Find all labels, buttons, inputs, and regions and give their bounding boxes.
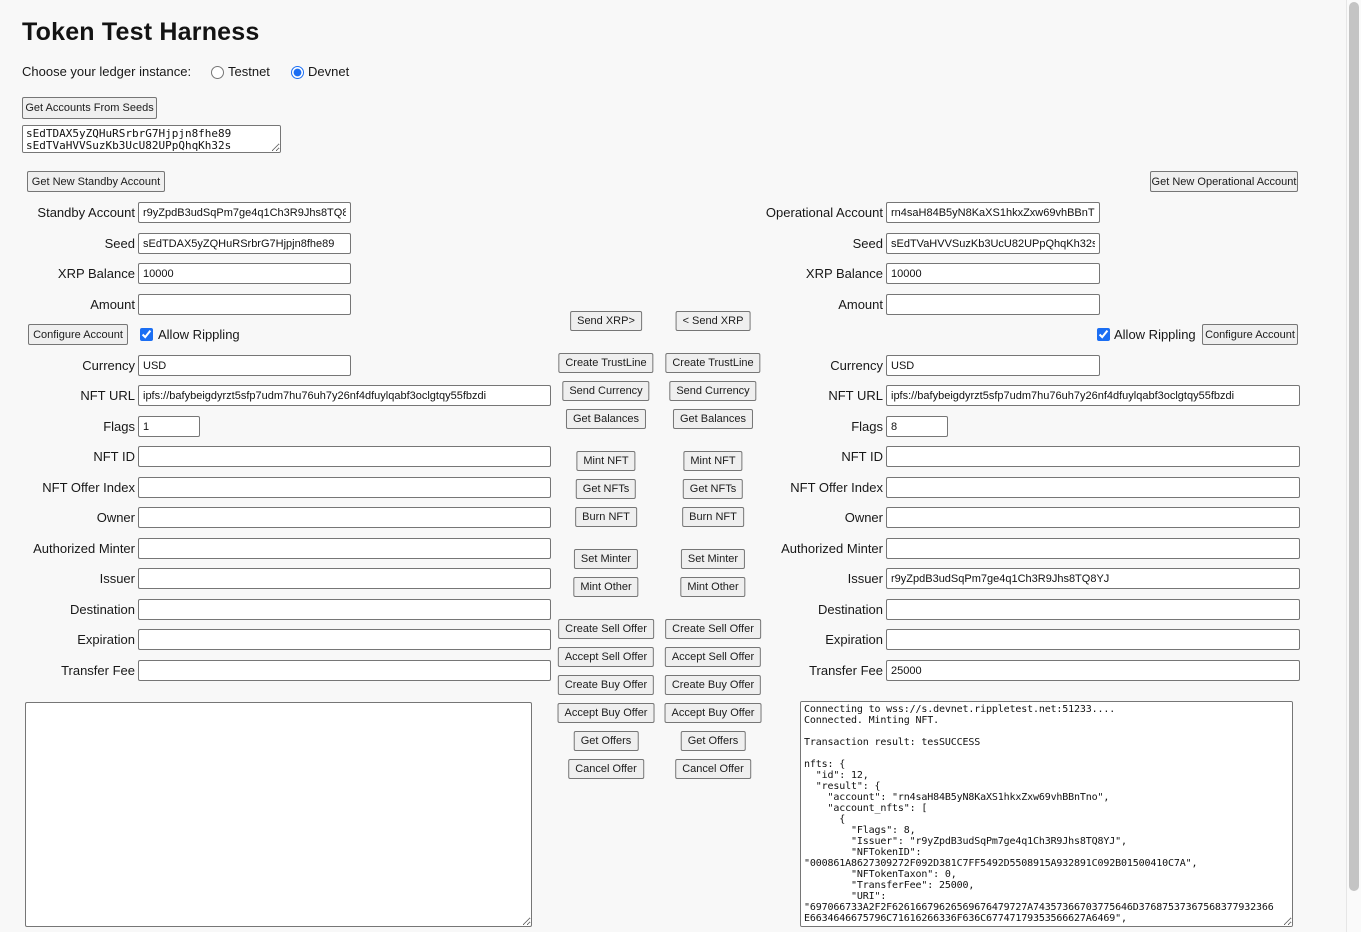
operational-xrp-balance-input[interactable] [886,263,1100,284]
standby-account-input[interactable] [138,202,351,223]
standby-get-balances-button[interactable]: Get Balances [566,409,646,429]
standby-results-textarea[interactable] [25,702,532,927]
operational-currency-input[interactable] [886,355,1100,376]
operational-create-buy-offer-button[interactable]: Create Buy Offer [665,675,761,695]
standby-transfer-fee-input[interactable] [138,660,551,681]
standby-amount-label: Amount [90,297,135,312]
operational-amount-label: Amount [838,297,883,312]
standby-flags-input[interactable] [138,416,200,437]
operational-amount-input[interactable] [886,294,1100,315]
testnet-radio[interactable] [211,66,224,79]
operational-cancel-offer-button[interactable]: Cancel Offer [675,759,751,779]
operational-send-currency-button[interactable]: Send Currency [669,381,756,401]
operational-nft-offer-index-input[interactable] [886,477,1300,498]
standby-nft-offer-index-label: NFT Offer Index [42,480,135,495]
operational-xrp-balance-label: XRP Balance [805,266,883,281]
operational-transfer-fee-label: Transfer Fee [809,663,883,678]
standby-issuer-input[interactable] [138,568,551,589]
standby-destination-input[interactable] [138,599,551,620]
operational-flags-input[interactable] [886,416,948,437]
operational-nft-id-input[interactable] [886,446,1300,467]
standby-seed-input[interactable] [138,233,351,254]
standby-nft-url-input[interactable] [138,385,551,406]
standby-create-trustline-button[interactable]: Create TrustLine [558,353,653,373]
standby-owner-input[interactable] [138,507,551,528]
operational-set-minter-button[interactable]: Set Minter [681,549,745,569]
operational-mint-nft-button[interactable]: Mint NFT [683,451,742,471]
standby-get-nfts-button[interactable]: Get NFTs [576,479,636,499]
standby-flags-label: Flags [103,419,135,434]
standby-set-minter-button[interactable]: Set Minter [574,549,638,569]
operational-accept-sell-offer-button[interactable]: Accept Sell Offer [665,647,761,667]
standby-get-offers-button[interactable]: Get Offers [574,731,639,751]
operational-expiration-input[interactable] [886,629,1300,650]
operational-authorized-minter-label: Authorized Minter [781,541,883,556]
standby-destination-label: Destination [69,602,135,617]
operational-owner-label: Owner [844,510,883,525]
standby-currency-input[interactable] [138,355,351,376]
standby-allow-rippling-label[interactable]: Allow Rippling [158,327,240,342]
operational-flags-label: Flags [851,419,883,434]
standby-nft-offer-index-input[interactable] [138,477,551,498]
operational-create-trustline-button[interactable]: Create TrustLine [665,353,760,373]
operational-seed-input[interactable] [886,233,1100,254]
standby-nft-url-label: NFT URL [80,388,135,403]
page-title: Token Test Harness [22,18,260,46]
devnet-radio[interactable] [291,66,304,79]
testnet-radio-label[interactable]: Testnet [228,64,270,79]
operational-transfer-fee-input[interactable] [886,660,1300,681]
standby-create-sell-offer-button[interactable]: Create Sell Offer [558,619,654,639]
get-new-operational-account-button[interactable]: Get New Operational Account [1150,171,1298,192]
standby-amount-input[interactable] [138,294,351,315]
operational-nft-url-label: NFT URL [828,388,883,403]
ledger-instance-label: Choose your ledger instance: [22,64,192,79]
operational-get-nfts-button[interactable]: Get NFTs [683,479,743,499]
operational-allow-rippling-checkbox[interactable] [1097,328,1110,341]
operational-configure-account-button[interactable]: Configure Account [1202,324,1298,345]
standby-nft-id-input[interactable] [138,446,551,467]
standby-nft-id-label: NFT ID [93,449,135,464]
get-accounts-from-seeds-button[interactable]: Get Accounts From Seeds [22,97,157,119]
standby-issuer-label: Issuer [99,571,135,586]
page-scrollbar-track [1346,0,1361,932]
standby-seed-label: Seed [104,236,135,251]
operational-account-input[interactable] [886,202,1100,223]
standby-currency-label: Currency [82,358,135,373]
devnet-radio-label[interactable]: Devnet [308,64,350,79]
standby-authorized-minter-label: Authorized Minter [33,541,135,556]
operational-get-balances-button[interactable]: Get Balances [673,409,753,429]
standby-burn-nft-button[interactable]: Burn NFT [575,507,637,527]
operational-accept-buy-offer-button[interactable]: Accept Buy Offer [665,703,762,723]
operational-nft-offer-index-label: NFT Offer Index [790,480,883,495]
operational-issuer-input[interactable] [886,568,1300,589]
standby-configure-account-button[interactable]: Configure Account [28,324,128,345]
operational-issuer-label: Issuer [847,571,883,586]
operational-destination-input[interactable] [886,599,1300,620]
standby-expiration-label: Expiration [77,632,135,647]
operational-authorized-minter-input[interactable] [886,538,1300,559]
operational-mint-other-button[interactable]: Mint Other [680,577,745,597]
operational-account-label: Operational Account [765,205,883,220]
standby-cancel-offer-button[interactable]: Cancel Offer [568,759,644,779]
operational-results-textarea[interactable] [800,701,1293,927]
operational-get-offers-button[interactable]: Get Offers [681,731,746,751]
operational-expiration-label: Expiration [825,632,883,647]
operational-seed-label: Seed [852,236,883,251]
get-new-standby-account-button[interactable]: Get New Standby Account [27,171,165,192]
operational-allow-rippling-label[interactable]: Allow Rippling [1114,327,1196,342]
standby-xrp-balance-input[interactable] [138,263,351,284]
standby-allow-rippling-checkbox[interactable] [140,328,153,341]
standby-accept-buy-offer-button[interactable]: Accept Buy Offer [558,703,655,723]
seeds-textarea[interactable] [22,125,281,153]
standby-expiration-input[interactable] [138,629,551,650]
standby-accept-sell-offer-button[interactable]: Accept Sell Offer [558,647,654,667]
operational-send-xrp-button[interactable]: < Send XRP [676,311,751,331]
page-scrollbar-thumb[interactable] [1349,2,1359,891]
standby-owner-label: Owner [96,510,135,525]
operational-owner-input[interactable] [886,507,1300,528]
operational-create-sell-offer-button[interactable]: Create Sell Offer [665,619,761,639]
standby-send-xrp-button[interactable]: Send XRP> [570,311,642,331]
standby-account-label: Standby Account [37,205,135,220]
standby-authorized-minter-input[interactable] [138,538,551,559]
operational-nft-id-label: NFT ID [841,449,883,464]
standby-transfer-fee-label: Transfer Fee [61,663,135,678]
standby-create-buy-offer-button[interactable]: Create Buy Offer [558,675,654,695]
standby-mint-other-button[interactable]: Mint Other [573,577,638,597]
operational-destination-label: Destination [817,602,883,617]
operational-burn-nft-button[interactable]: Burn NFT [682,507,744,527]
operational-nft-url-input[interactable] [886,385,1300,406]
standby-send-currency-button[interactable]: Send Currency [562,381,649,401]
operational-currency-label: Currency [830,358,883,373]
standby-xrp-balance-label: XRP Balance [57,266,135,281]
standby-mint-nft-button[interactable]: Mint NFT [576,451,635,471]
